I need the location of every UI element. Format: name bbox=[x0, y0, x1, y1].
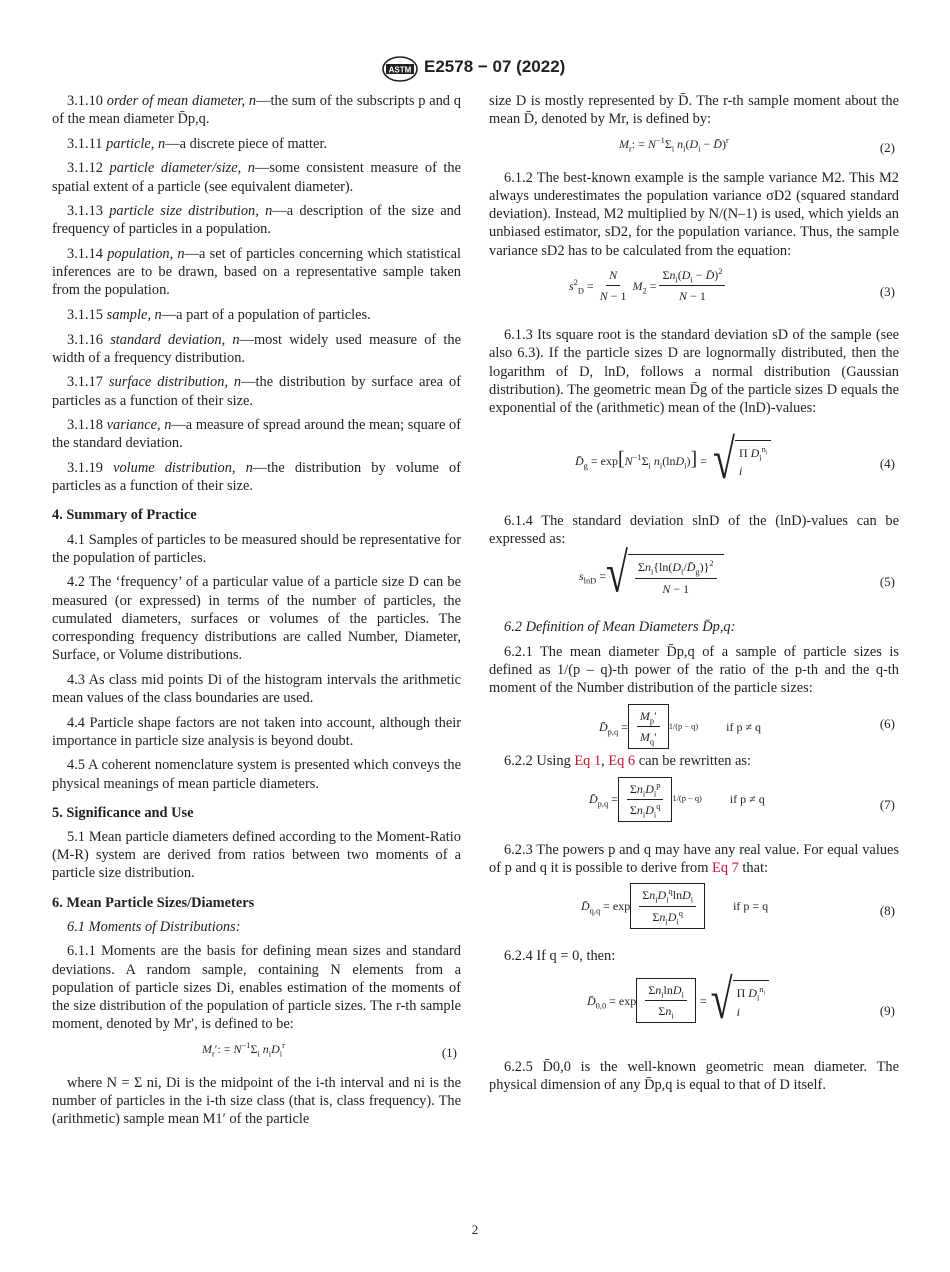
para-4-4: 4.4 Particle shape factors are not taken into account, although their importance in particle size analysis is beyond doubt. bbox=[52, 714, 461, 749]
equation-7-condition: if p ≠ q bbox=[729, 792, 765, 807]
definition-3-1-11: 3.1.11 particle, n—a discrete piece of matter. bbox=[67, 135, 328, 152]
definition-3-1-15: 3.1.15 sample, n—a part of a population of particles. bbox=[67, 306, 371, 323]
definition-3-1-14: 3.1.14 population, n—a set of particles concerning which statistical inferences are to be drawn, based on a representative sample taken from the population. bbox=[52, 245, 462, 299]
para-4-3: 4.3 As class mid points Di of the histogram intervals the arithmetic mean values of the class boundaries are used. bbox=[52, 671, 461, 706]
logo-text: ASTM bbox=[388, 65, 412, 75]
equation-3-number: (3) bbox=[879, 284, 895, 300]
link-eq7[interactable]: Eq 7 bbox=[712, 859, 739, 876]
definition-3-1-12: 3.1.12 particle diameter/size, n—some consistent measure of the spatial extent of a particle (see equivalent diameter). bbox=[52, 160, 461, 195]
definition-3-1-10: 3.1.10 order of mean diameter, n—the sum of the subscripts p and q of the mean diameter D̄p,q. bbox=[52, 93, 461, 128]
equation-5: $s_{lnD}$ = √ $\frac{\Sigma n_i\{\ln(D_i/D̄_g)\}^2}{N - 1}$ (5) bbox=[579, 541, 895, 605]
definition-3-1-13: 3.1.13 particle size distribution, n—a description of the size and frequency of particles in a population. bbox=[52, 203, 461, 238]
para-6-2-1: 6.2.1 The mean diameter D̄p,q of a sample of particle sizes is defined as 1/(p – q)-th power of the ratio of the p-th and the q-th moment of the Number distribution of the particle sizes: bbox=[489, 644, 899, 697]
equation-8-number: (8) bbox=[879, 903, 895, 919]
astm-logo-icon bbox=[381, 56, 419, 82]
para-6-2-4: 6.2.4 If q = 0, then: bbox=[504, 948, 616, 965]
para-4-2: 4.2 The ‘frequency’ of a particular value of a particle size D can be measured (or expressed) in terms of the number of particles, the cumulated diameters, surfaces or volumes of the particles. The corresponding frequency distributions are called Number, Diameter, Surface, or Volume distributions. bbox=[52, 574, 461, 664]
left-column bbox=[52, 92, 461, 1135]
para-6-1-3: 6.1.3 Its square root is the standard deviation sD of the sample (see also 6.3). If the particle sizes D are lognormally distributed, then the logarithm of D, lnD, follows a normal distribution (Gaussian distribution). The geometric mean D̄g of the particle sizes D equals the exponential of the (arithmetic) mean of the (lnD)-values: bbox=[489, 327, 899, 417]
para-6-2-5: 6.2.5 D̄0,0 is the well-known geometric mean diameter. The physical dimension of any D̄p,q is equal to that of D itself. bbox=[489, 1058, 899, 1094]
equation-9-number: (9) bbox=[879, 1002, 895, 1018]
para-6-1-2: 6.1.2 The best-known example is the sample variance M2. This M2 always underestimates the population variance σD2 (squared standard deviation). Instead, M2 multiplied by N/(N–1) is used, which yields an unbiased estimator, sD2, for the population variance. Thus, the sample variance sD2 has to be calculated from the equation: bbox=[489, 169, 899, 259]
equation-9: $D̄_{0,0} = \exp$ $\frac{\Sigma n_i\ln D_i}{\Sigma n_i}$ = √ Π $D_i^{n_i}$ i (9) bbox=[587, 968, 895, 1032]
para-where: where N = Σ ni, Di is the midpoint of the i-th interval and ni is the number of particles in the i-th size class (that is, class frequency). The (arithmetic) sample mean M1′ of the particle bbox=[52, 1074, 461, 1128]
para-6-2: 6.2 Definition of Mean Diameters D̄p,q: bbox=[504, 619, 736, 636]
para-6-1-1: 6.1.1 Moments are the basis for defining mean sizes and standard deviations. A random sample, containing N elements from a population of particle sizes Di, enables estimation of the moments of the size distribution of the population of particle sizes. The r-th sample moment, denoted by Mr′, is defined to be: bbox=[52, 943, 461, 1033]
para-6-1-4: 6.1.4 The standard deviation slnD of the (lnD)-values can be expressed as: bbox=[489, 512, 899, 547]
equation-8: $D̄_{q,q} = \exp$ $\frac{\Sigma n_iD_i^q\ln D_i}{\Sigma n_iD_i^q}$ if p = q (8) bbox=[489, 883, 899, 939]
para-4-5: 4.5 A coherent nomenclature system is presented which conveys the physical meanings of mean particle diameters. bbox=[52, 757, 461, 792]
equation-4-number: (4) bbox=[879, 455, 895, 471]
para-4-1: 4.1 Samples of particles to be measured should be representative for the population of particles. bbox=[52, 531, 461, 566]
section-4-title: 4. Summary of Practice bbox=[52, 507, 197, 524]
link-eq6[interactable]: Eq 6 bbox=[608, 753, 636, 769]
page-number: 2 bbox=[471, 1222, 479, 1237]
equation-3: $s^2_D$ = $\frac{N}{N - 1}$ $M_2$ = $\frac{\Sigma n_i(D_i - D̄)^2}{N - 1}$ (3) bbox=[569, 267, 895, 304]
equation-4: $D̄_g = \exp[N^{-1}\Sigma_i$ $n_i(\ln D_i)$] = √ Π $D_i^{n_i}$ i (4) bbox=[575, 427, 895, 491]
equation-6-number: (6) bbox=[879, 715, 895, 731]
equation-6: $D̄_{p,q}$ = $\frac{M_p'}{M_q'}$ 1/(p − q) if p ≠ q (6) bbox=[489, 704, 899, 744]
definition-3-1-19: 3.1.19 volume distribution, n—the distribution by volume of particles as a function of their size. bbox=[52, 459, 462, 495]
para-6-1: 6.1 Moments of Distributions: bbox=[67, 918, 241, 935]
definition-3-1-18: 3.1.18 variance, n—a measure of spread around the mean; square of the standard deviation. bbox=[52, 417, 461, 452]
equation-7: $D̄_{p,q}$ = $\frac{\Sigma n_iD_i^p}{\Sigma n_iD_i^q}$ 1/(p − q) if p ≠ q (7) bbox=[489, 777, 899, 833]
para-6-2-3: 6.2.3 The powers p and q may have any real value. For equal values of p and q it is possible to derive from Eq 7 that: bbox=[489, 841, 899, 876]
equation-1: $M_r'$: = $N^{-1}\Sigma_i$ $n_iD_i^r$ (1) bbox=[52, 1040, 461, 1066]
equation-8-condition: if p = q bbox=[733, 898, 769, 913]
definitions-list bbox=[52, 92, 461, 495]
equation-2: $M_r$: = $N^{-1}\Sigma_i$ $n_i(D_i$ − D̄)$^r$ (2) bbox=[489, 135, 899, 161]
right-column bbox=[489, 92, 899, 1101]
page-header bbox=[0, 56, 950, 82]
equation-6-condition: if p ≠ q bbox=[726, 719, 762, 734]
definition-3-1-17: 3.1.17 surface distribution, n—the distribution by surface area of particles as a function of their size. bbox=[52, 374, 461, 409]
link-eq1[interactable]: Eq 1 bbox=[574, 753, 602, 769]
equation-7-number: (7) bbox=[879, 796, 895, 812]
definition-3-1-16: 3.1.16 standard deviation, n—most widely used measure of the width of a frequency distribution. bbox=[52, 331, 461, 366]
para-6-2-2: 6.2.2 Using Eq 1, Eq 6 can be rewritten as: bbox=[504, 753, 751, 769]
equation-1-number: (1) bbox=[441, 1044, 457, 1060]
para-5-1: 5.1 Mean particle diameters defined according to the Moment-Ratio (M-R) system are derived from ratios between two moments of a particle size distribution. bbox=[52, 828, 461, 882]
equation-5-number: (5) bbox=[879, 574, 895, 590]
section-6-title: 6. Mean Particle Sizes/Diameters bbox=[52, 894, 255, 911]
document-title: E2578 − 07 (2022) bbox=[424, 57, 566, 76]
para-continued: size D is mostly represented by D̄. The r-th sample moment about the mean D̄, denoted by Mr, is defined by: bbox=[489, 93, 899, 128]
equation-2-number: (2) bbox=[879, 139, 895, 155]
section-5-title: 5. Significance and Use bbox=[52, 804, 194, 821]
